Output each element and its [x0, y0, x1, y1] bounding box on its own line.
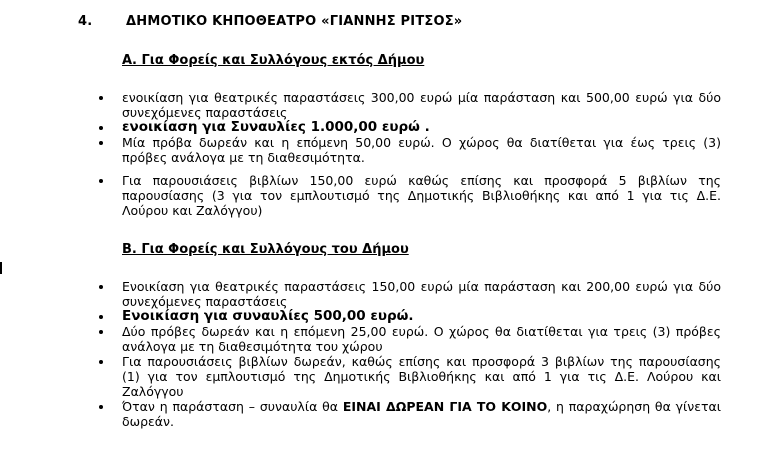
list-item: ενοικίαση για θεατρικές παραστάσεις 300,00 ευρώ μία παράσταση και 500,00 ευρώ για δύο συνεχόμενες παραστάσεις — [98, 90, 721, 120]
list-item: Για παρουσιάσεις βιβλίων δωρεάν, καθώς επίσης και προσφορά 3 βιβλίων της παρουσίασης (1) για τον εμπλουτισμό της Δημοτικής Βιβλιοθήκης και από 1 για τις Δ.Ε. Λούρου και Ζαλόγγου — [98, 354, 721, 399]
last-item-before: Όταν η παράσταση – συναυλία θα — [122, 399, 343, 414]
list-item: Ενοικίαση για συναυλίες 500,00 ευρώ. — [98, 309, 721, 324]
last-item-after: , η παραχώρηση θα γίνεται δωρεάν. — [122, 399, 722, 429]
list-item — [98, 399, 721, 429]
subsection-a-list — [98, 90, 721, 218]
subsection-b-title: Β. Για Φορείς και Συλλόγους του Δήμου — [122, 242, 409, 257]
subsection-b-list — [98, 279, 721, 429]
list-item: Για παρουσιάσεις βιβλίων 150,00 ευρώ καθώς επίσης και προσφορά 5 βιβλίων της παρουσίασης (3 για τον εμπλουτισμό της Δημοτικής Βιβλιοθήκης και από 1 για τις Δ.Ε. Λούρου και Ζαλόγγου) — [98, 173, 721, 218]
list-item: Ενοικίαση για θεατρικές παραστάσεις 150,00 ευρώ μία παράσταση και 200,00 ευρώ για δύο συνεχόμενες παραστάσεις — [98, 279, 721, 309]
section-title: ΔΗΜΟΤΙΚΟ ΚΗΠΟΘΕΑΤΡΟ «ΓΙΑΝΝΗΣ ΡΙΤΣΟΣ» — [126, 14, 463, 29]
list-item: Δύο πρόβες δωρεάν και η επόμενη 25,00 ευρώ. Ο χώρος θα διατίθεται για τρεις (3) πρόβες ανάλογα με τη διαθεσιμότητα του χώρου — [98, 324, 721, 354]
text-cursor-mark — [0, 262, 2, 274]
subsection-a-title: Α. Για Φορείς και Συλλόγους εκτός Δήμου — [122, 53, 425, 68]
list-item: ενοικίαση για Συναυλίες 1.000,00 ευρώ . — [98, 120, 721, 135]
list-item: Μία πρόβα δωρεάν και η επόμενη 50,00 ευρώ. Ο χώρος θα διατίθεται για έως τρεις (3) πρόβες ανάλογα με τη διαθεσιμότητα. — [98, 135, 721, 165]
last-item-bold: ΕΙΝΑΙ ΔΩΡΕΑΝ ΓΙΑ ΤΟ ΚΟΙΝΟ — [342, 399, 548, 414]
section-number: 4. — [78, 14, 93, 29]
